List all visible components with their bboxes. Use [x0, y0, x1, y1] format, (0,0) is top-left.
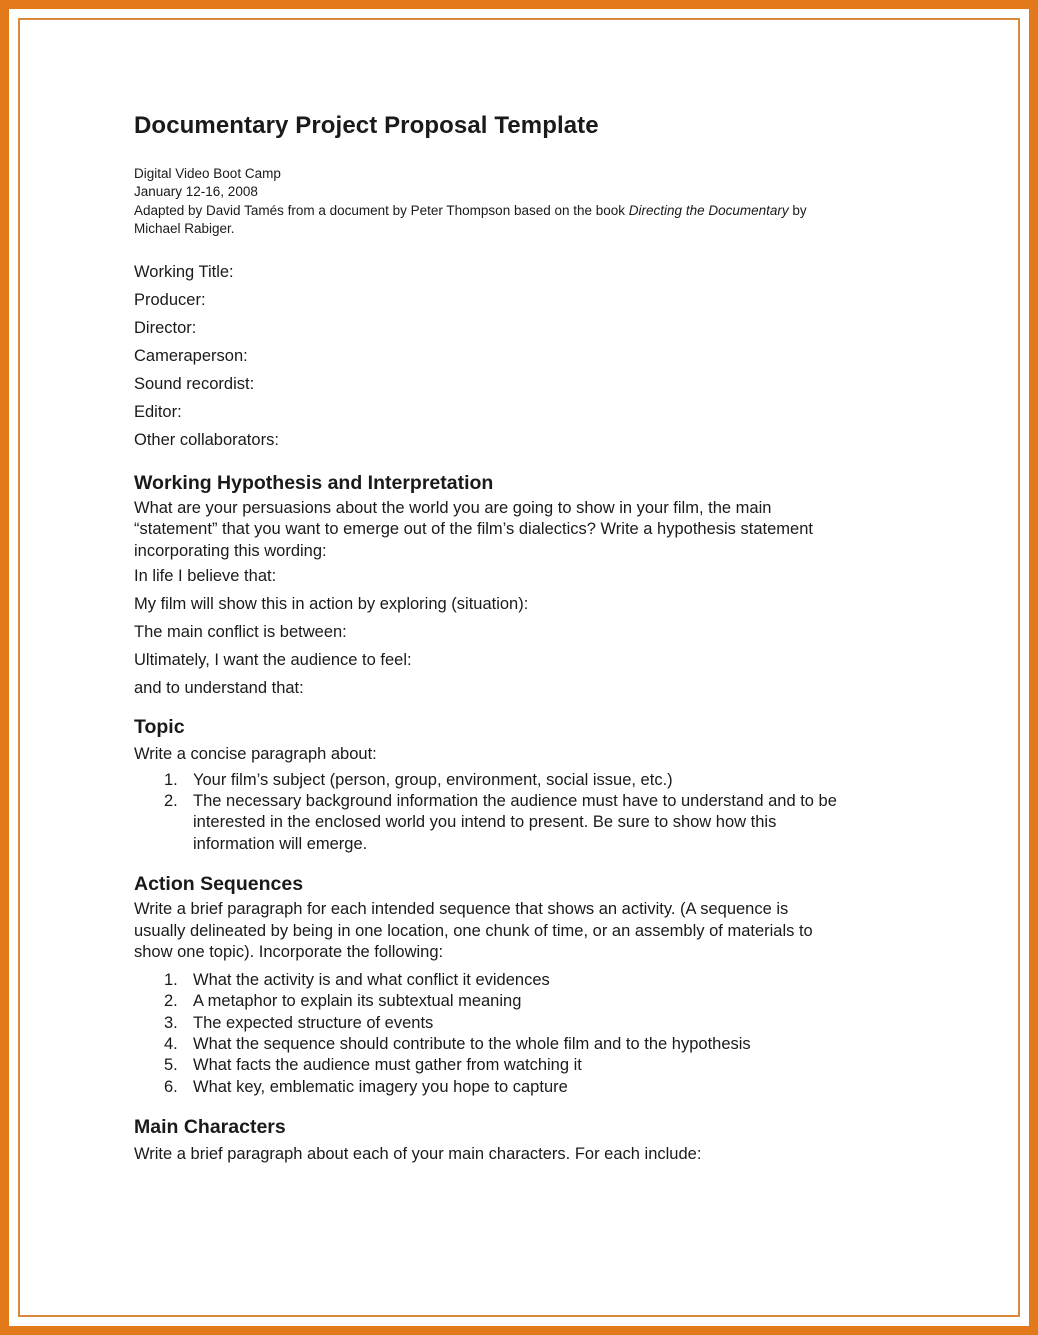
- section-paragraph: Write a brief paragraph about each of your main characters. For each include:: [134, 1145, 702, 1164]
- section-heading: Main Characters: [134, 1116, 286, 1139]
- list-text-line: interested in the enclosed world you intend to present. Be sure to show how this: [193, 813, 777, 832]
- list-text: A metaphor to explain its subtextual meaning: [193, 992, 522, 1011]
- list-number: 4.: [164, 1034, 178, 1053]
- hypothesis-prompts: [134, 562, 914, 702]
- meta-line-1: Digital Video Boot Camp: [134, 166, 281, 181]
- list-text: What key, emblematic imagery you hope to capture: [193, 1077, 568, 1096]
- list-item: [134, 791, 914, 855]
- paragraph-line: What are your persuasions about the world you are going to show in your film, the main: [134, 498, 772, 517]
- field-editor: Editor:: [134, 402, 182, 421]
- document-title: Documentary Project Proposal Template: [134, 112, 599, 139]
- paragraph-line: show one topic). Incorporate the following:: [134, 943, 444, 962]
- list-number: 3.: [164, 1013, 178, 1032]
- list-number: 2.: [164, 792, 178, 811]
- project-fields: [134, 258, 914, 454]
- list-text: What facts the audience must gather from watching it: [193, 1056, 582, 1075]
- list-item: [134, 991, 914, 1012]
- credit-prefix: Adapted by David Tamés from a document by Peter Thompson based on the book: [134, 202, 629, 218]
- list-item: [134, 770, 914, 791]
- prompt-line: In life I believe that:: [134, 567, 277, 586]
- paragraph-line: Write a brief paragraph for each intended sequence that shows an activity. (A sequence is: [134, 900, 789, 919]
- section-topic: [134, 716, 914, 855]
- list-text-line: The necessary background information the audience must have to understand and to be: [193, 792, 837, 811]
- section-heading: Topic: [134, 716, 185, 739]
- list-text: The expected structure of events: [193, 1013, 434, 1032]
- prompt-line: My film will show this in action by exploring (situation):: [134, 595, 529, 614]
- list-item: [134, 970, 914, 991]
- list-item: [134, 1055, 914, 1076]
- document-page: [134, 100, 914, 1166]
- section-heading: Action Sequences: [134, 873, 304, 896]
- credit-line-2: Michael Rabiger.: [134, 221, 235, 237]
- list-item: [134, 1077, 914, 1098]
- prompt-line: The main conflict is between:: [134, 623, 347, 642]
- action-list: [134, 970, 914, 1098]
- list-item: [134, 1034, 914, 1055]
- topic-list: [134, 770, 914, 856]
- meta-credits: [134, 202, 914, 220]
- section-action-sequences: [134, 873, 914, 1098]
- field-sound-recordist: Sound recordist:: [134, 374, 255, 393]
- list-number: 5.: [164, 1056, 178, 1075]
- field-other-collaborators: Other collaborators:: [134, 430, 279, 449]
- field-cameraperson: Cameraperson:: [134, 346, 248, 365]
- prompt-line: Ultimately, I want the audience to feel:: [134, 651, 412, 670]
- list-text: What the activity is and what conflict it evidences: [193, 970, 550, 989]
- prompt-line: and to understand that:: [134, 679, 304, 698]
- section-paragraph: [134, 498, 914, 563]
- list-text: Your film’s subject (person, group, environment, social issue, etc.): [193, 770, 673, 789]
- list-text: [193, 791, 914, 855]
- document-meta: [134, 165, 914, 239]
- section-paragraph: Write a concise paragraph about:: [134, 745, 377, 764]
- list-number: 1.: [164, 770, 178, 789]
- field-working-title: Working Title:: [134, 262, 234, 281]
- credit-book-title: Directing the Documentary: [628, 202, 789, 218]
- section-main-characters: [134, 1116, 914, 1166]
- credit-suffix: by: [788, 202, 807, 218]
- list-number: 6.: [164, 1077, 178, 1096]
- meta-line-2: January 12-16, 2008: [134, 184, 258, 200]
- section-heading: Working Hypothesis and Interpretation: [134, 471, 494, 494]
- field-producer: Producer:: [134, 290, 206, 309]
- list-text: What the sequence should contribute to the whole film and to the hypothesis: [193, 1034, 751, 1053]
- list-item: [134, 1013, 914, 1034]
- list-text-line: information will emerge.: [193, 834, 368, 853]
- paragraph-line: “statement” that you want to emerge out of the film’s dialectics? Write a hypothesis statement: [134, 520, 813, 539]
- field-director: Director:: [134, 318, 197, 337]
- list-number: 1.: [164, 970, 178, 989]
- list-number: 2.: [164, 992, 178, 1011]
- paragraph-line: usually delineated by being in one location, one chunk of time, or an assembly of materials to: [134, 921, 813, 940]
- section-hypothesis: [134, 472, 914, 703]
- paragraph-line: incorporating this wording:: [134, 541, 327, 560]
- section-paragraph: [134, 899, 914, 964]
